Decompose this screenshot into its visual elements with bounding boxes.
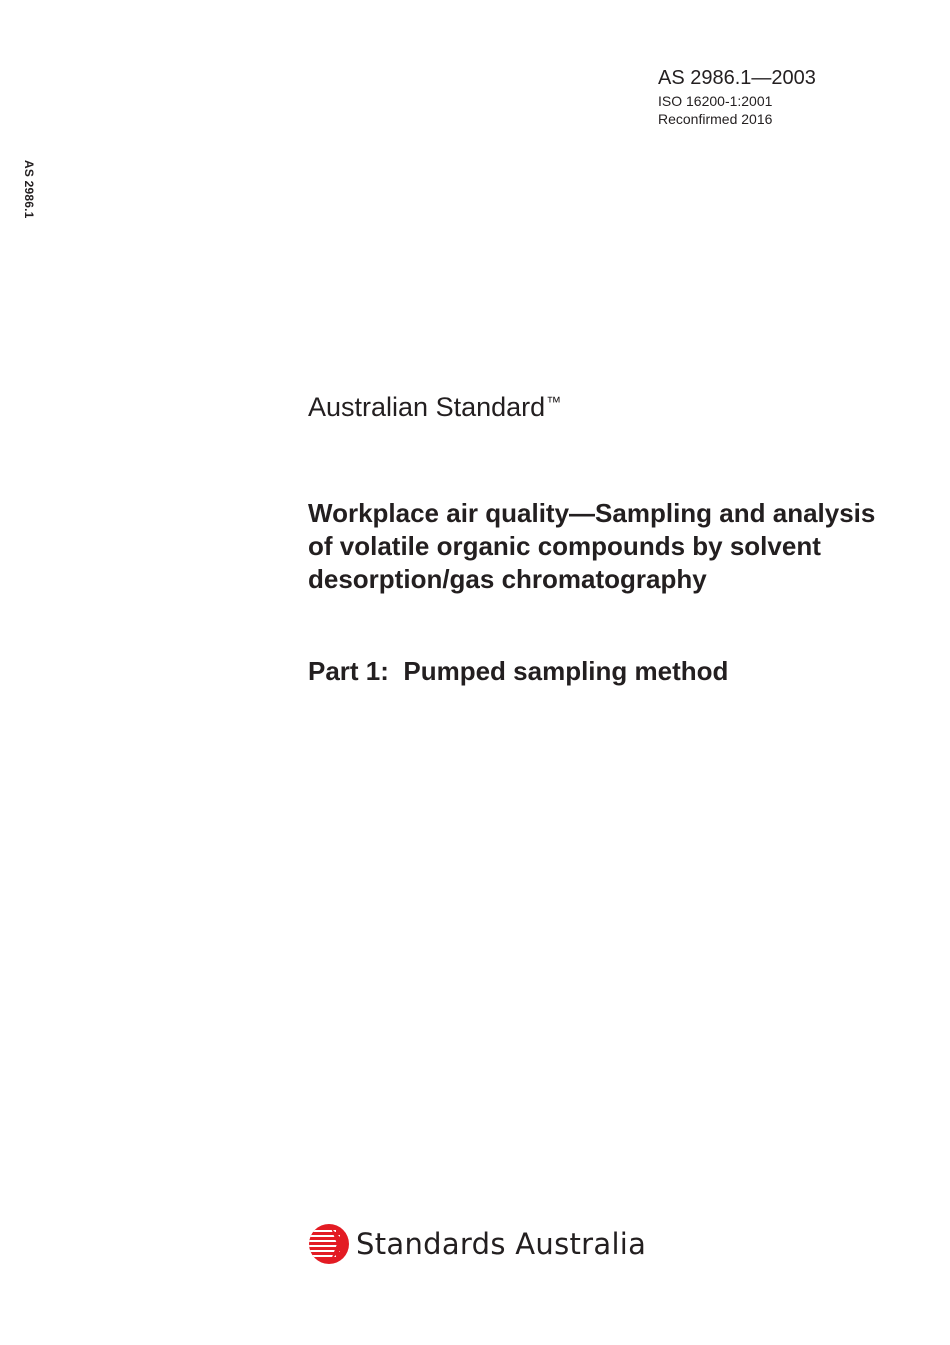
standard-label-text: Australian Standard	[308, 392, 546, 422]
trademark-symbol: ™	[546, 394, 562, 411]
standard-label	[308, 392, 561, 423]
publisher-logo	[308, 1223, 646, 1265]
document-title: Workplace air quality—Sampling and analysis of volatile organic compounds by solvent desorption/gas chromatography	[308, 498, 876, 594]
publisher-name: Standards Australia	[356, 1227, 647, 1261]
spine-designation: AS 2986.1	[22, 160, 36, 219]
iso-reference: ISO 16200-1:2001	[658, 93, 773, 109]
reconfirmed-status: Reconfirmed 2016	[658, 111, 773, 127]
standard-designation: AS 2986.1—2003	[658, 67, 816, 89]
standards-australia-emblem-icon	[308, 1223, 350, 1265]
part-title: Part 1: Pumped sampling method	[308, 656, 729, 686]
reference-block	[658, 68, 816, 130]
